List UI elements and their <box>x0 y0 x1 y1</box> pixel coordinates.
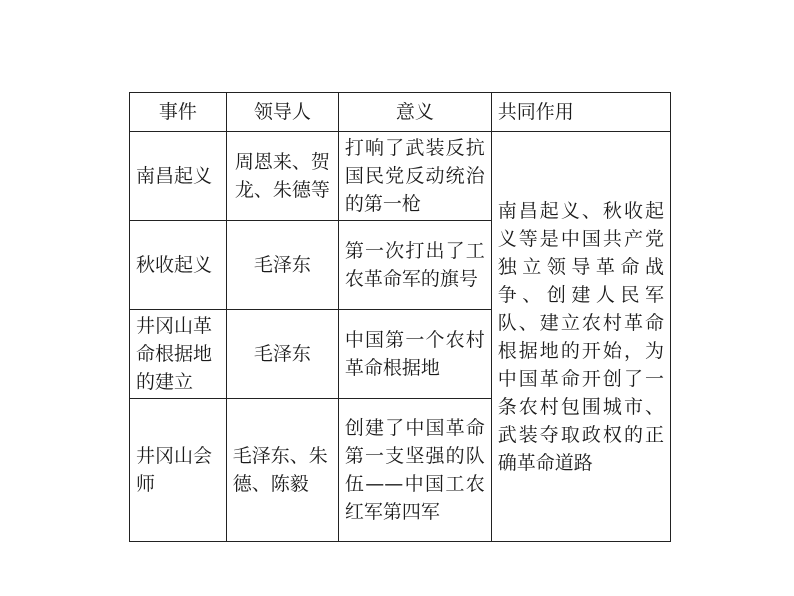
meaning-cell: 中国第一个农村革命根据地 <box>338 310 491 399</box>
table-header-row <box>130 93 671 132</box>
leaders-cell: 毛泽东、朱德、陈毅 <box>226 399 338 542</box>
header-event: 事件 <box>130 93 227 132</box>
meaning-cell: 打响了武装反抗国民党反动统治的第一枪 <box>338 132 491 221</box>
history-events-table <box>129 92 671 542</box>
event-cell: 井冈山革命根据地的建立 <box>130 310 227 399</box>
event-cell: 南昌起义 <box>130 132 227 221</box>
table-row <box>130 132 671 221</box>
leaders-cell: 周恩来、贺龙、朱德等 <box>226 132 338 221</box>
header-meaning: 意义 <box>338 93 491 132</box>
leaders-cell: 毛泽东 <box>226 221 338 310</box>
header-leaders: 领导人 <box>226 93 338 132</box>
leaders-cell: 毛泽东 <box>226 310 338 399</box>
event-cell: 秋收起义 <box>130 221 227 310</box>
common-role-cell: 南昌起义、秋收起义等是中国共产党独立领导革命战争、创建人民军队、建立农村革命根据地的开始，为中国革命开创了一条农村包围城市、武装夺取政权的正确革命道路 <box>491 132 670 542</box>
meaning-cell: 第一次打出了工农革命军的旗号 <box>338 221 491 310</box>
meaning-cell: 创建了中国革命第一支坚强的队伍——中国工农红军第四军 <box>338 399 491 542</box>
event-cell: 井冈山会师 <box>130 399 227 542</box>
header-common-role: 共同作用 <box>491 93 670 132</box>
